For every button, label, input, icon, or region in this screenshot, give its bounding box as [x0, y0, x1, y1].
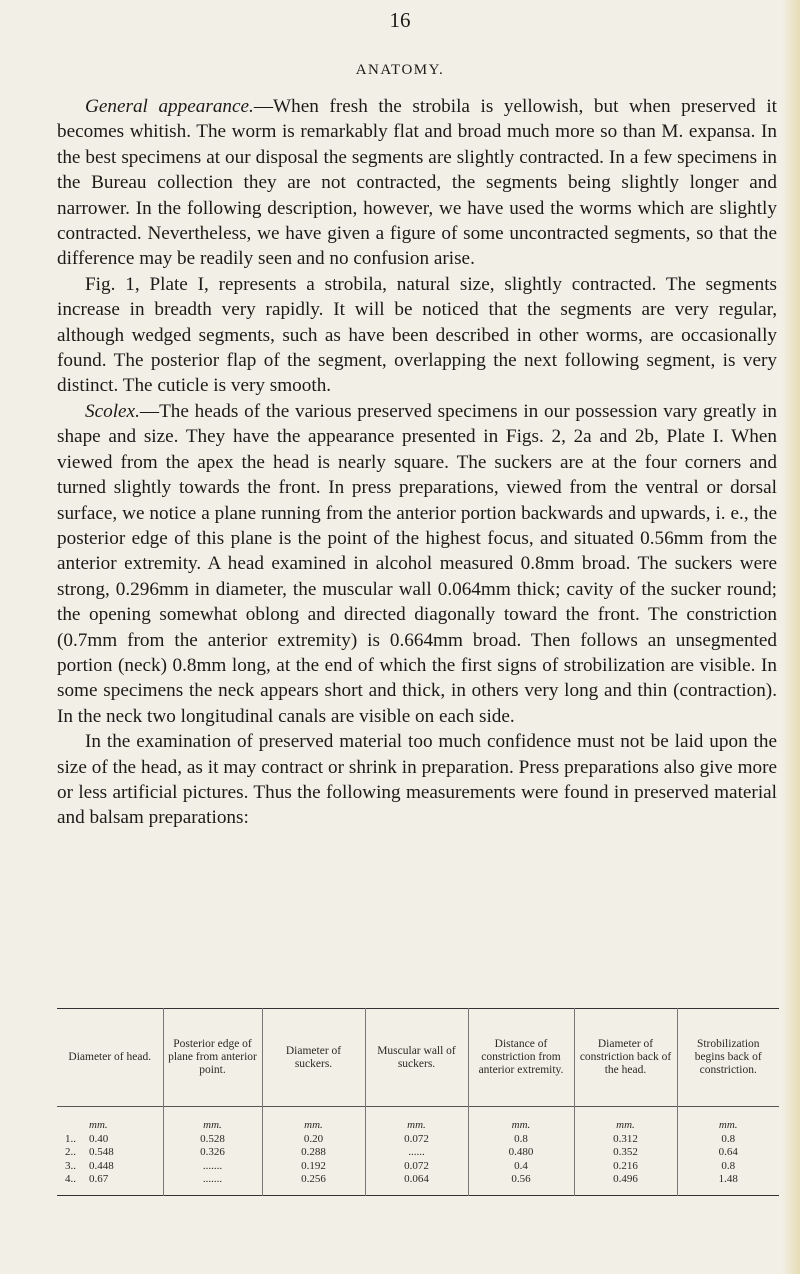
unit-cell: mm. [262, 1107, 365, 1133]
table-cell: 0.352 [574, 1146, 677, 1160]
row-label: 3.. [65, 1159, 76, 1172]
table-cell: 1.48 [677, 1173, 779, 1195]
table-cell: 0.8 [677, 1160, 779, 1174]
table-row [57, 1146, 779, 1160]
table-cell: 0.8 [468, 1133, 574, 1147]
table-cell: 0.20 [262, 1133, 365, 1147]
paragraph [57, 399, 777, 729]
table-cell: 0.072 [365, 1133, 468, 1147]
table-cell: 0.312 [574, 1133, 677, 1147]
measurements-table [57, 1008, 779, 1196]
unit-cell: mm. [89, 1119, 108, 1131]
table-cell: ....... [163, 1173, 262, 1195]
column-header: Diameter of constriction back of the head. [574, 1009, 677, 1107]
paragraph [57, 729, 777, 831]
table-cell: 0.326 [163, 1146, 262, 1160]
body-text [57, 94, 777, 831]
unit-cell: mm. [574, 1107, 677, 1133]
row-label: 4.. [65, 1173, 76, 1185]
measurements-table-wrap [57, 1008, 779, 1196]
column-header: Distance of constriction from anterior extremity. [468, 1009, 574, 1107]
table-cell: 2.. 0.548 [65, 1146, 114, 1158]
unit-cell: mm. [677, 1107, 779, 1133]
table-row [57, 1160, 779, 1174]
table-cell: ....... [163, 1160, 262, 1174]
page-edge-shading [782, 0, 800, 1274]
column-header: Diameter of head. [68, 1051, 152, 1063]
table-cell: 3.. 0.448 [65, 1159, 114, 1172]
table-row [57, 1133, 779, 1147]
paragraph [57, 272, 777, 399]
table-cell: 0.528 [163, 1133, 262, 1147]
paragraph-text: —When fresh the strobila is yellowish, but when preserved it becomes whitish. The worm is remarkably flat and broad much more so than M. expansa. In the best specimens at our disposal the segments are slightly contracted. In a few specimens in the Bureau collection they are not contracted, the segments being slightly longer and narrower. In the following description, however, we have used the worms which are slightly contracted. Nevertheless, we have given a figure of some uncontracted segments, so that the difference may be readily seen and no confusion arise. [57, 96, 777, 270]
table-cell: 0.256 [262, 1173, 365, 1195]
paragraph-lead: General appearance. [85, 96, 254, 117]
paragraph-lead: Scolex. [85, 400, 140, 422]
table-header-row [57, 1009, 779, 1107]
table-cell: 0.56 [468, 1173, 574, 1195]
unit-cell: mm. [163, 1107, 262, 1133]
table-cell: 0.496 [574, 1173, 677, 1195]
row-label: 1.. [65, 1132, 76, 1145]
table-cell: ...... [365, 1146, 468, 1160]
units-row [57, 1107, 779, 1133]
table-cell: 0.8 [677, 1133, 779, 1147]
table-cell: 0.480 [468, 1146, 574, 1160]
paragraph-text: In the examination of preserved material too much confidence must not be laid upon the size of the head, as it may contract or shrink in preparation. Press preparations also give more or less artificial pictures. Thus the following measurements were found in preserved material and balsam preparations: [57, 731, 777, 829]
table-cell: 0.064 [365, 1173, 468, 1195]
page-number: 16 [389, 8, 411, 32]
running-head: ANATOMY. [355, 62, 445, 78]
unit-cell: mm. [468, 1107, 574, 1133]
unit-cell: mm. [365, 1107, 468, 1133]
table-cell: 0.4 [468, 1160, 574, 1174]
column-header: Strobilization begins back of constriction. [677, 1009, 779, 1107]
table-cell: 0.64 [677, 1146, 779, 1160]
column-header: Diameter of suckers. [262, 1009, 365, 1107]
table-cell: 0.216 [574, 1160, 677, 1174]
table-cell: 0.072 [365, 1160, 468, 1174]
paragraph [57, 94, 777, 272]
table-cell: 4.. 0.67 [65, 1173, 109, 1185]
row-label: 2.. [65, 1146, 76, 1158]
column-header: Muscular wall of suckers. [365, 1009, 468, 1107]
table-cell: 0.192 [262, 1160, 365, 1174]
paragraph-text: Fig. 1, Plate I, represents a strobila, natural size, slightly contracted. The segments increase in breadth very rapidly. It will be noticed that the segments are very regular, although wedged segments, such as have been described in other worms, are occasionally found. The posterior flap of the segment, overlapping the next following segment, is very distinct. The cuticle is very smooth. [57, 273, 777, 397]
table-row [57, 1173, 779, 1195]
column-header: Posterior edge of plane from anterior point. [163, 1009, 262, 1107]
paragraph-text: —The heads of the various preserved specimens in our possession vary greatly in shape and size. They have the appearance presented in Figs. 2, 2a and 2b, Plate I. When viewed from the apex the head is nearly square. The suckers are at the four corners and turned slightly towards the front. In press preparations, viewed from the ventral or dorsal surface, we notice a plane running from the anterior portion backwards and upwards, i. e., the posterior edge of this plane is the point of the highest focus, and situated 0.56mm from the anterior extremity. A head examined in alcohol measured 0.8mm broad. The suckers were strong, 0.296mm in diameter, the muscular wall 0.064mm thick; cavity of the sucker round; the opening somewhat oblong and directed diagonally toward the front. The constriction (0.7mm from the anterior extremity) is 0.664mm broad. Then follows an unsegmented portion (neck) 0.8mm long, at the end of which the first signs of strobilization are visible. In some specimens the neck appears short and thick, in others very long and thin (contraction). In the neck two longitudinal canals are visible on each side. [57, 400, 777, 727]
table-cell: 0.288 [262, 1146, 365, 1160]
table-cell: 1.. 0.40 [65, 1132, 109, 1145]
